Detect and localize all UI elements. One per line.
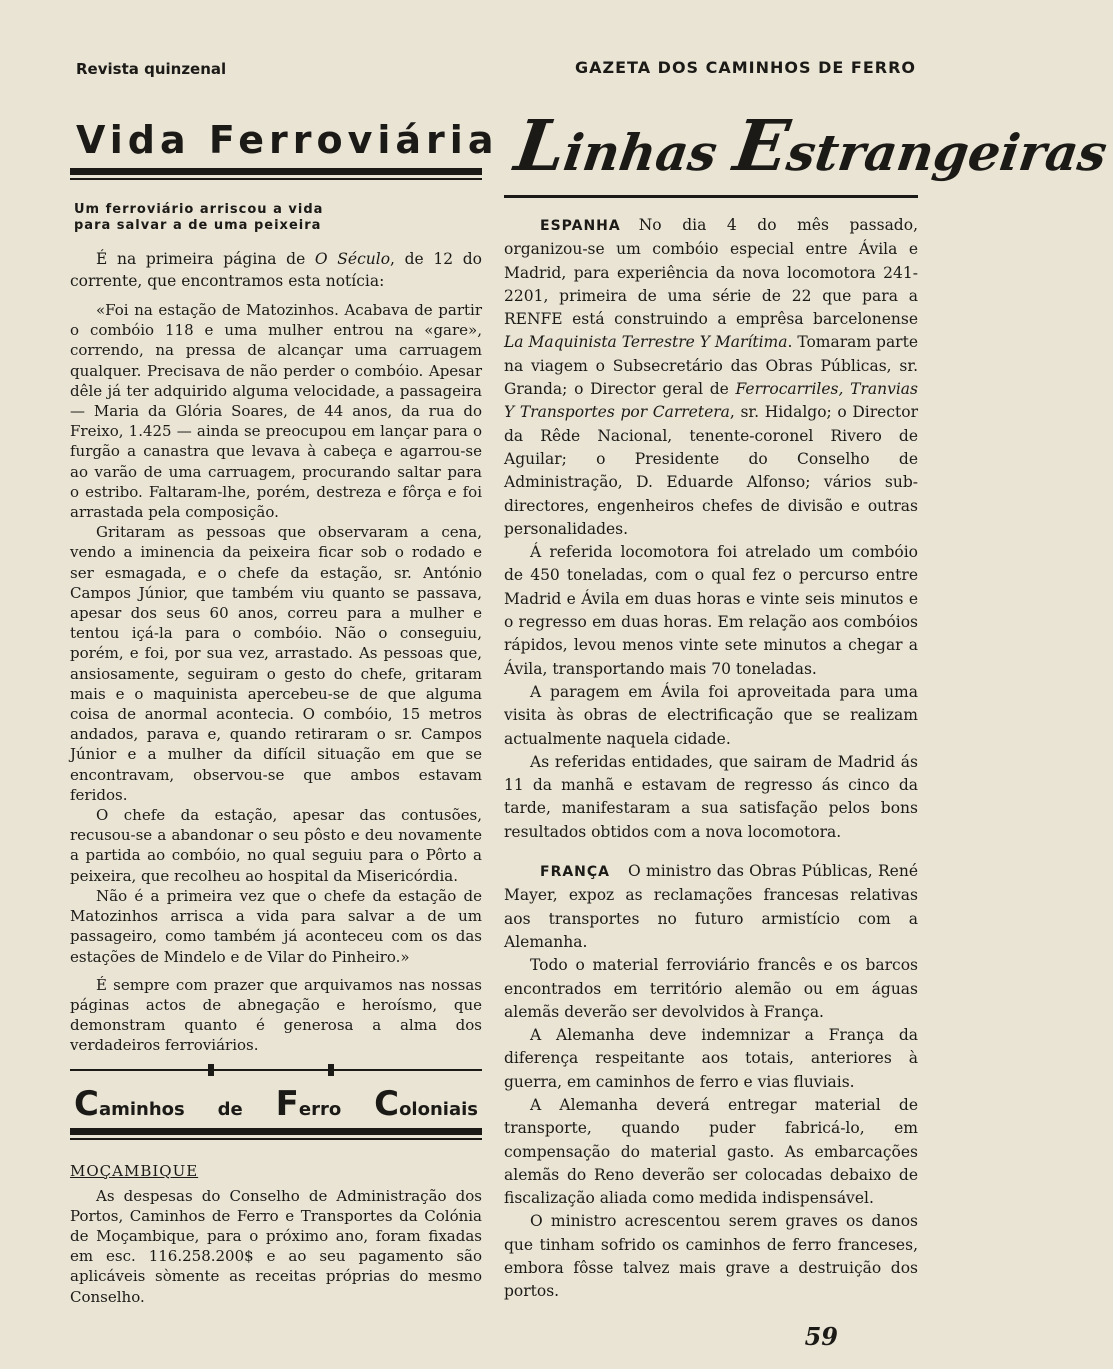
- article-subheading: [74, 202, 482, 234]
- left-column: [70, 110, 499, 1307]
- title-initial-capital: C: [374, 1083, 400, 1124]
- franca-paragraph: Todo o material ferroviário francês e os barcos encontrados em território alemão ou em águas alemãs deverão ser devolvidos à França.: [504, 956, 918, 1021]
- coloniais-rule-thick: [70, 1128, 482, 1135]
- espanha-directorate: Ferrocarriles, Tranvias Y Transportes por Carretera: [504, 380, 918, 422]
- franca-paragraph: A Alemanha deve indemnizar a França da diferença respeitante aos totais, anteriores à guerra, em caminhos de ferro e vias fluviais.: [504, 1026, 918, 1091]
- caminhos-coloniais-title: [70, 1084, 482, 1124]
- franca-paragraph: A Alemanha deverá entregar material de transporte, quando puder fabricá-lo, em compensação do material gasto. As embarcações alemãs do Reno deverão ser colocadas debaixo de fiscalização aliada como medida indispensável.: [504, 1095, 918, 1208]
- title-initial-capital: F: [275, 1083, 299, 1124]
- article-quote: [70, 300, 482, 967]
- title-initial-capital: E: [729, 104, 795, 187]
- right-column: [504, 104, 1111, 1304]
- espanha-text: , sr. Hidalgo; o Director da Rêde Nacional, tenente-coronel Rivero de Aguilar; o Presidente do Conselho de Administração, D. Eduarde Alfonso; vários sub-directores, engenheiros chefes de divisão e outras personalidades.: [504, 403, 918, 538]
- country-label-espanha: ESPANHA: [540, 218, 621, 234]
- divider-mark: [208, 1064, 214, 1076]
- title-word-estrangeiras: Estrangeiras: [729, 104, 1111, 187]
- header-left: Revista quinzenal: [76, 60, 227, 78]
- title-rule-thin: [70, 178, 482, 180]
- espanha-text: . Tomaram parte na viagem o Subsecretário das Obras Públicas, sr. Granda; o Director geral de: [504, 333, 918, 399]
- intro-source: O Século: [314, 250, 391, 268]
- article-closing: É sempre com prazer que arquivamos nas nossas páginas actos de abnegação e heroísmo, que demonstram quanto é generosa a alma dos verdadeiros ferroviários.: [70, 975, 482, 1055]
- espanha-paragraph: Á referida locomotora foi atrelado um combóio de 450 toneladas, com o qual fez o percurso entre Madrid e Ávila em duas horas e vinte seis minutos e o regresso em duas horas. Em relação aos combóios rápidos, levou menos vinte sete minutos a chegar a Ávila, transportando mais 70 toneladas.: [504, 543, 918, 678]
- franca-first-paragraph: [504, 860, 918, 954]
- espanha-paragraph: As referidas entidades, que sairam de Madrid ás 11 da manhã e estavam de regresso ás cinco da tarde, manifestaram a sua satisfação pelos bons resultados obtidos com a nova locomotora.: [504, 752, 918, 841]
- espanha-text: No dia 4 do mês passado, organizou-se um combóio especial entre Ávila e Madrid, para experiência da nova locomotora 241-2201, primeira de uma série de 22 que para a RENFE está construindo a emprêsa barcelonense: [504, 216, 918, 329]
- franca-paragraph: O ministro acrescentou serem graves os danos que tinham sofrido os caminhos de ferro franceses, embora fôsse talvez mais grave a destruição dos portos.: [504, 1212, 918, 1301]
- intro-after: , de 12 do corrente, que encontramos esta notícia:: [70, 250, 482, 290]
- franca-text: O ministro das Obras Públicas, René Mayer, expoz as reclamações francesas relativas aos transportes no futuro armistício com a Alemanha.: [504, 862, 918, 951]
- title-word: Caminhos: [74, 1083, 185, 1124]
- quote-paragraph: Não é a primeira vez que o chefe da estação de Matozinhos arrisca a vida para salvar a de um passageiro, como também já aconteceu com os das estações de Mindelo e de Vilar do Pinheiro.»: [70, 886, 482, 966]
- linhas-rule: [504, 195, 918, 198]
- section-divider: [70, 1060, 482, 1080]
- title-rule-thick: [70, 168, 482, 175]
- region-heading-mocambique: MOÇAMBIQUE: [70, 1161, 199, 1180]
- title-word: Coloniais: [374, 1083, 478, 1124]
- country-label-franca: FRANÇA: [540, 864, 611, 881]
- quote-paragraph: «Foi na estação de Matozinhos. Acabava de partir o combóio 118 e uma mulher entrou na «gare», correndo, na pressa de alcançar uma carruagem qualquer. Precisava de não perder o combóio. Apesar dêle já ter adquirido alguma velocidade, a passageira — Maria da Glória Soares, de 44 anos, da rua do Freixo, 1.425 — ainda se preocupou em lançar para o furgão a canastra que levava à cabeça e agarrou-se ao varão de uma carruagem, procurando saltar para o estribo. Faltaram-lhe, porém, destreza e fôrça e foi arrastada pela composição.: [70, 301, 482, 522]
- header-right: GAZETA DOS CAMINHOS DE FERRO: [574, 58, 916, 77]
- quote-paragraph: O chefe da estação, apesar das contusões, recusou-se a abandonar o seu pôsto e deu novamente a partida ao combóio, no qual seguiu para o Pôrto a peixeira, que recolheu ao hospital da Misericórdia.: [70, 806, 482, 885]
- page-number: 59: [804, 1322, 838, 1351]
- divider-line: [70, 1069, 482, 1071]
- divider-mark: [328, 1064, 334, 1076]
- quote-paragraph: Gritaram as pessoas que observaram a cena, vendo a iminencia da peixeira ficar sob o rodado e ser esmagada, e o chefe da estação, sr. António Campos Júnior, que também viu quanto se passava, apesar dos seus 60 anos, correu para a mulher e tentou içá-la para o combóio. Não o conseguiu, porém, e foi, por sua vez, arrastado. As pessoas que, ansiosamente, seguiram o gesto do chefe, gritaram mais e o maquinista apercebeu-se de que alguma coisa de anormal acontecia. O combóio, 15 metros andados, parava e, quando retiraram o sr. Campos Júnior e a mulher da difícil situação em que se encontravam, observou-se que ambos estavam feridos.: [70, 523, 482, 804]
- espanha-section: [504, 214, 918, 844]
- title-initial-capital: L: [510, 104, 572, 187]
- title-word-linhas: Linhas: [510, 104, 721, 187]
- franca-section: [504, 860, 918, 1304]
- subheading-line-2: para salvar a de uma peixeira: [74, 218, 322, 233]
- title-word: Ferro: [275, 1083, 342, 1124]
- espanha-company: La Maquinista Terrestre Y Marítima: [504, 333, 788, 352]
- mocambique-text: As despesas do Conselho de Administração dos Portos, Caminhos de Ferro e Transportes da Colónia de Moçambique, para o próximo ano, foram fixadas em esc. 116.258.200$ e ao seu pagamento são aplicáveis sòmente as receitas próprias do mesmo Conselho.: [70, 1186, 482, 1306]
- vida-ferroviaria-title: Vida Ferroviária: [76, 118, 499, 162]
- espanha-paragraph: A paragem em Ávila foi aproveitada para uma visita às obras de electrificação que se realizam actualmente naquela cidade.: [504, 682, 918, 748]
- subheading-line-1: Um ferroviário arriscou a vida: [74, 202, 324, 217]
- article-intro: [70, 248, 482, 292]
- linhas-estrangeiras-title: [510, 104, 1111, 189]
- espanha-first-paragraph: [504, 214, 918, 541]
- coloniais-rule-thin: [70, 1138, 482, 1140]
- title-word: de: [217, 1098, 243, 1120]
- intro-before: É na primeira página de: [96, 250, 315, 268]
- title-initial-capital: C: [74, 1083, 99, 1124]
